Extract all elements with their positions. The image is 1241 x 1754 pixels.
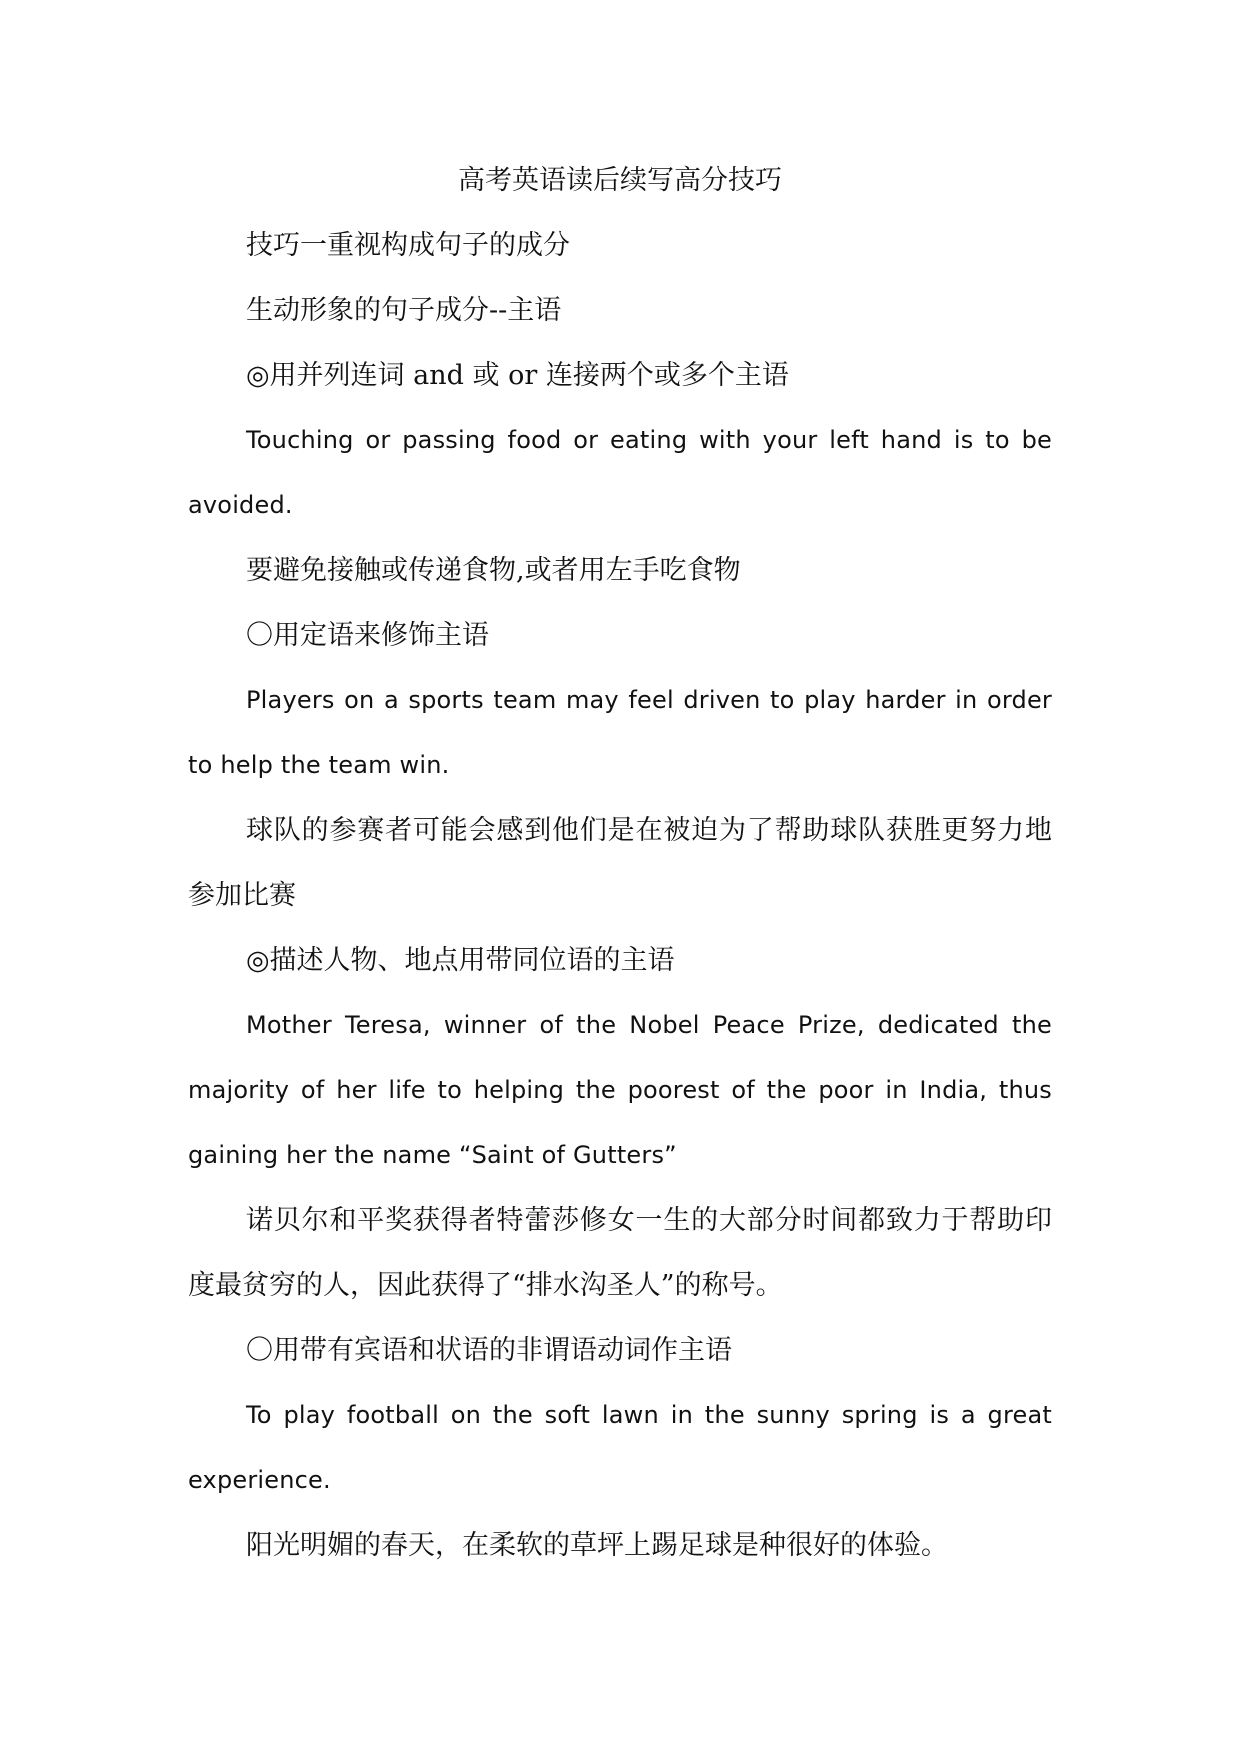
example-sentence-en: Players on a sports team may feel driven to play harder in order to help the team win. xyxy=(188,686,1052,779)
example-sentence-en: Mother Teresa, winner of the Nobel Peace Prize, dedicated the majority of her life to helping the poorest of the poor in India, thus gaining her the name “Saint of Gutters” xyxy=(188,1011,1052,1169)
example-sentence-en: Touching or passing food or eating with your left hand is to be avoided. xyxy=(188,426,1052,519)
example-sentence-en: To play football on the soft lawn in the sunny spring is a great experience. xyxy=(188,1401,1052,1494)
section-heading-subject: 生动形象的句子成分--主语 xyxy=(246,295,562,326)
example-translation-zh: 球队的参赛者可能会感到他们是在被迫为了帮助球队获胜更努力地参加比赛 xyxy=(188,815,1052,911)
document-body xyxy=(188,148,1052,1578)
tip-heading: 技巧一重视构成句子的成分 xyxy=(246,230,570,261)
example-translation-zh: 诺贝尔和平奖获得者特蕾莎修女一生的大部分时间都致力于帮助印度最贫穷的人，因此获得了“排水沟圣人”的称号。 xyxy=(188,1205,1052,1301)
point-nonfinite-verb: 〇用带有宾语和状语的非谓语动词作主语 xyxy=(246,1335,732,1366)
point-coordinating-conjunctions: ◎用并列连词 and 或 or 连接两个或多个主语 xyxy=(246,360,789,391)
document-title: 高考英语读后续写高分技巧 xyxy=(458,165,782,196)
example-translation-zh: 阳光明媚的春天，在柔软的草坪上踢足球是种很好的体验。 xyxy=(246,1530,948,1561)
example-translation-zh: 要避免接触或传递食物,或者用左手吃食物 xyxy=(246,555,741,586)
point-attributive: 〇用定语来修饰主语 xyxy=(246,620,489,651)
point-appositive: ◎描述人物、地点用带同位语的主语 xyxy=(246,945,675,976)
